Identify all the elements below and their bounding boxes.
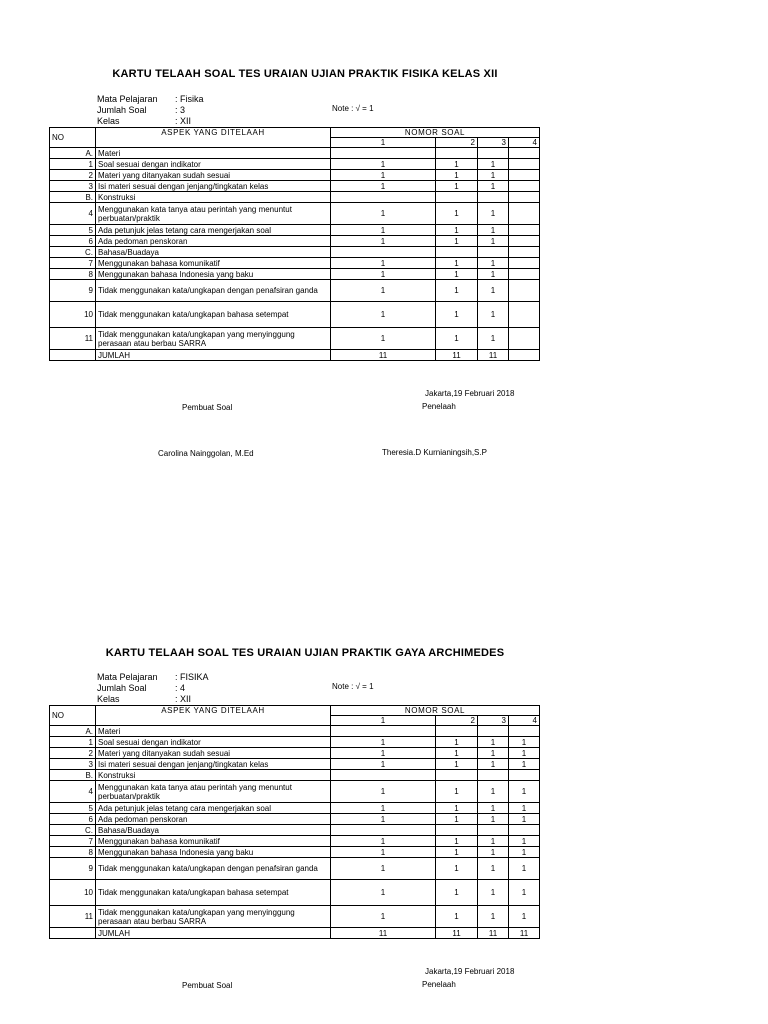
row-score-2 <box>436 726 478 737</box>
table-row <box>50 350 540 361</box>
row-score-1 <box>331 825 436 836</box>
table-row <box>50 258 540 269</box>
row-score-4 <box>509 170 540 181</box>
row-score-1: 1 <box>331 203 436 225</box>
row-number: 5 <box>50 803 96 814</box>
card-meta <box>97 672 209 705</box>
row-aspect: Menggunakan bahasa komunikatif <box>96 258 331 269</box>
row-score-4 <box>509 159 540 170</box>
meta-value-count: : 3 <box>175 105 186 115</box>
row-score-3: 1 <box>478 858 509 880</box>
row-number: 6 <box>50 236 96 247</box>
row-aspect: Materi yang ditanyakan sudah sesuai <box>96 748 331 759</box>
card-title: KARTU TELAAH SOAL TES URAIAN UJIAN PRAKTIK FISIKA KELAS XII <box>112 68 498 80</box>
row-score-1 <box>331 770 436 781</box>
row-aspect: Menggunakan bahasa Indonesia yang baku <box>96 269 331 280</box>
row-score-2: 1 <box>436 236 478 247</box>
row-score-2: 1 <box>436 203 478 225</box>
row-score-4: 1 <box>509 906 540 928</box>
review-table <box>49 127 540 361</box>
table-row <box>50 748 540 759</box>
header-col-3: 3 <box>478 138 509 148</box>
row-number: 8 <box>50 847 96 858</box>
row-number: 7 <box>50 258 96 269</box>
row-number: B. <box>50 770 96 781</box>
row-score-1: 1 <box>331 302 436 328</box>
row-number: 9 <box>50 858 96 880</box>
row-aspect: Tidak menggunakan kata/ungkapan yang menyinggung perasaan atau berbau SARRA <box>96 328 331 350</box>
row-score-2 <box>436 825 478 836</box>
row-score-3: 1 <box>478 328 509 350</box>
table-row <box>50 192 540 203</box>
row-score-2 <box>436 192 478 203</box>
row-score-2: 1 <box>436 814 478 825</box>
row-score-4: 1 <box>509 814 540 825</box>
row-score-3: 1 <box>478 737 509 748</box>
row-aspect: Tidak menggunakan kata/ungkapan bahasa setempat <box>96 880 331 906</box>
header-col-2: 2 <box>436 138 478 148</box>
row-score-2: 1 <box>436 748 478 759</box>
card-meta <box>97 94 204 127</box>
header-col-1: 1 <box>331 138 436 148</box>
note-text: Note : √ = 1 <box>332 682 374 691</box>
table-row <box>50 203 540 225</box>
row-score-3: 1 <box>478 181 509 192</box>
row-aspect: Bahasa/Buadaya <box>96 825 331 836</box>
table-row <box>50 781 540 803</box>
row-score-2: 1 <box>436 258 478 269</box>
row-aspect: Isi materi sesuai dengan jenjang/tingkatan kelas <box>96 759 331 770</box>
row-score-1: 1 <box>331 781 436 803</box>
row-score-2: 1 <box>436 170 478 181</box>
review-table <box>49 705 540 939</box>
place-date: Jakarta,19 Februari 2018 <box>425 389 515 398</box>
meta-label-count: Jumlah Soal <box>97 105 147 115</box>
row-aspect: Materi yang ditanyakan sudah sesuai <box>96 170 331 181</box>
header-nomor-soal: NOMOR SOAL <box>331 128 540 138</box>
header-row <box>50 706 540 716</box>
header-col-1: 1 <box>331 716 436 726</box>
header-col-3: 3 <box>478 716 509 726</box>
row-score-1: 1 <box>331 269 436 280</box>
row-score-3: 1 <box>478 781 509 803</box>
header-row <box>50 128 540 138</box>
header-col-4: 4 <box>509 716 540 726</box>
table-row <box>50 280 540 302</box>
reviewer-label: Penelaah <box>422 980 456 989</box>
row-number: 9 <box>50 280 96 302</box>
row-score-3 <box>478 247 509 258</box>
row-aspect: Menggunakan bahasa komunikatif <box>96 836 331 847</box>
row-score-1: 1 <box>331 836 436 847</box>
header-aspek: ASPEK YANG DITELAAH <box>96 128 331 148</box>
meta-value-class: : XII <box>175 694 192 704</box>
row-score-2: 1 <box>436 302 478 328</box>
row-score-4 <box>509 236 540 247</box>
row-score-1: 11 <box>331 350 436 361</box>
meta-value-class: : XII <box>175 116 192 126</box>
row-score-1 <box>331 247 436 258</box>
row-score-3 <box>478 825 509 836</box>
header-aspek: ASPEK YANG DITELAAH <box>96 706 331 726</box>
row-score-4: 1 <box>509 748 540 759</box>
header-no: NO <box>50 128 96 148</box>
row-aspect: Ada petunjuk jelas tetang cara mengerjakan soal <box>96 803 331 814</box>
meta-value-subject: : FISIKA <box>175 672 209 682</box>
row-number: 10 <box>50 302 96 328</box>
row-score-4 <box>509 192 540 203</box>
row-aspect: Menggunakan kata tanya atau perintah yang menuntut perbuatan/praktik <box>96 781 331 803</box>
table-row <box>50 236 540 247</box>
row-score-2: 1 <box>436 880 478 906</box>
row-score-2: 1 <box>436 836 478 847</box>
row-aspect: Menggunakan bahasa Indonesia yang baku <box>96 847 331 858</box>
table-row <box>50 737 540 748</box>
place-date: Jakarta,19 Februari 2018 <box>425 967 515 976</box>
row-score-1 <box>331 192 436 203</box>
row-score-3: 1 <box>478 302 509 328</box>
row-number: 11 <box>50 906 96 928</box>
row-aspect: Menggunakan kata tanya atau perintah yang menuntut perbuatan/praktik <box>96 203 331 225</box>
row-score-2: 11 <box>436 928 478 939</box>
row-score-3: 1 <box>478 847 509 858</box>
row-score-1: 1 <box>331 906 436 928</box>
table-row <box>50 814 540 825</box>
row-score-1: 1 <box>331 159 436 170</box>
row-score-1: 1 <box>331 847 436 858</box>
row-score-3: 1 <box>478 236 509 247</box>
row-score-2: 1 <box>436 328 478 350</box>
header-no: NO <box>50 706 96 726</box>
header-nomor-soal: NOMOR SOAL <box>331 706 540 716</box>
meta-value-subject: : Fisika <box>175 94 204 104</box>
table-row <box>50 148 540 159</box>
row-number: A. <box>50 726 96 737</box>
row-score-1: 1 <box>331 759 436 770</box>
row-score-1: 1 <box>331 803 436 814</box>
row-number: 8 <box>50 269 96 280</box>
row-score-3: 1 <box>478 258 509 269</box>
table-row <box>50 858 540 880</box>
row-score-2 <box>436 247 478 258</box>
row-score-3: 11 <box>478 350 509 361</box>
maker-name: Carolina Nainggolan, M.Ed <box>158 449 254 458</box>
meta-label-count: Jumlah Soal <box>97 683 147 693</box>
row-number: 1 <box>50 737 96 748</box>
row-score-3: 1 <box>478 269 509 280</box>
meta-label-subject: Mata Pelajaran <box>97 672 158 682</box>
table-row <box>50 328 540 350</box>
row-number: 6 <box>50 814 96 825</box>
row-aspect: JUMLAH <box>96 928 331 939</box>
row-number: 4 <box>50 203 96 225</box>
row-score-3: 1 <box>478 836 509 847</box>
row-score-4 <box>509 770 540 781</box>
maker-label: Pembuat Soal <box>182 403 233 412</box>
row-score-3: 1 <box>478 880 509 906</box>
row-score-3: 1 <box>478 814 509 825</box>
table-row <box>50 726 540 737</box>
table-row <box>50 825 540 836</box>
row-aspect: Tidak menggunakan kata/ungkapan dengan penafsiran ganda <box>96 280 331 302</box>
row-aspect: Tidak menggunakan kata/ungkapan yang menyinggung perasaan atau berbau SARRA <box>96 906 331 928</box>
row-score-4: 1 <box>509 803 540 814</box>
row-number: A. <box>50 148 96 159</box>
row-score-3: 1 <box>478 803 509 814</box>
row-score-4: 1 <box>509 858 540 880</box>
row-score-1: 1 <box>331 170 436 181</box>
row-number <box>50 350 96 361</box>
row-score-1: 1 <box>331 181 436 192</box>
row-aspect: Isi materi sesuai dengan jenjang/tingkatan kelas <box>96 181 331 192</box>
row-score-3: 1 <box>478 203 509 225</box>
meta-label-class: Kelas <box>97 116 120 126</box>
row-number <box>50 928 96 939</box>
row-score-3 <box>478 726 509 737</box>
row-score-3: 1 <box>478 280 509 302</box>
row-score-2: 1 <box>436 269 478 280</box>
table-row <box>50 225 540 236</box>
row-score-4: 1 <box>509 759 540 770</box>
row-score-4 <box>509 258 540 269</box>
row-score-1: 1 <box>331 858 436 880</box>
row-number: 5 <box>50 225 96 236</box>
row-score-4: 1 <box>509 836 540 847</box>
row-score-1 <box>331 726 436 737</box>
row-score-2: 1 <box>436 858 478 880</box>
table-row <box>50 803 540 814</box>
row-score-4: 1 <box>509 847 540 858</box>
row-score-2 <box>436 148 478 159</box>
row-aspect: Tidak menggunakan kata/ungkapan dengan penafsiran ganda <box>96 858 331 880</box>
row-score-4 <box>509 825 540 836</box>
row-number: B. <box>50 192 96 203</box>
table-row <box>50 928 540 939</box>
row-number: 1 <box>50 159 96 170</box>
row-score-4 <box>509 269 540 280</box>
row-score-4: 11 <box>509 928 540 939</box>
row-number: C. <box>50 825 96 836</box>
row-score-1: 1 <box>331 236 436 247</box>
row-score-4 <box>509 181 540 192</box>
row-score-4 <box>509 280 540 302</box>
row-score-4 <box>509 350 540 361</box>
row-score-3: 1 <box>478 906 509 928</box>
row-score-2: 1 <box>436 847 478 858</box>
row-aspect: Tidak menggunakan kata/ungkapan bahasa setempat <box>96 302 331 328</box>
row-score-2: 1 <box>436 225 478 236</box>
row-aspect: Konstruksi <box>96 770 331 781</box>
row-score-4 <box>509 726 540 737</box>
meta-label-class: Kelas <box>97 694 120 704</box>
row-score-3: 1 <box>478 225 509 236</box>
row-aspect: JUMLAH <box>96 350 331 361</box>
row-number: 4 <box>50 781 96 803</box>
table-row <box>50 906 540 928</box>
row-score-4: 1 <box>509 781 540 803</box>
row-score-2: 1 <box>436 759 478 770</box>
maker-label: Pembuat Soal <box>182 981 233 990</box>
row-score-4 <box>509 328 540 350</box>
row-score-1: 1 <box>331 328 436 350</box>
row-score-1 <box>331 148 436 159</box>
row-score-3: 1 <box>478 759 509 770</box>
row-score-4 <box>509 148 540 159</box>
row-aspect: Bahasa/Buadaya <box>96 247 331 258</box>
row-score-1: 1 <box>331 280 436 302</box>
row-score-1: 1 <box>331 737 436 748</box>
reviewer-label: Penelaah <box>422 402 456 411</box>
row-score-3: 11 <box>478 928 509 939</box>
row-aspect: Materi <box>96 148 331 159</box>
card-title: KARTU TELAAH SOAL TES URAIAN UJIAN PRAKTIK GAYA ARCHIMEDES <box>105 647 505 659</box>
row-score-3: 1 <box>478 748 509 759</box>
row-aspect: Ada pedoman penskoran <box>96 236 331 247</box>
row-score-3 <box>478 192 509 203</box>
row-aspect: Konstruksi <box>96 192 331 203</box>
row-score-1: 1 <box>331 880 436 906</box>
row-number: 2 <box>50 170 96 181</box>
table-row <box>50 770 540 781</box>
review-table-body <box>50 128 540 361</box>
table-row <box>50 170 540 181</box>
row-score-2: 1 <box>436 159 478 170</box>
row-score-4: 1 <box>509 737 540 748</box>
row-score-1: 11 <box>331 928 436 939</box>
row-aspect: Soal sesuai dengan indikator <box>96 159 331 170</box>
row-score-3: 1 <box>478 170 509 181</box>
row-score-2: 1 <box>436 737 478 748</box>
row-score-4 <box>509 247 540 258</box>
table-row <box>50 847 540 858</box>
table-row <box>50 836 540 847</box>
row-score-4 <box>509 302 540 328</box>
row-aspect: Soal sesuai dengan indikator <box>96 737 331 748</box>
table-row <box>50 269 540 280</box>
row-number: 3 <box>50 759 96 770</box>
row-score-2: 1 <box>436 280 478 302</box>
row-number: 2 <box>50 748 96 759</box>
row-score-2: 1 <box>436 781 478 803</box>
note-text: Note : √ = 1 <box>332 104 374 113</box>
table-row <box>50 759 540 770</box>
row-number: 10 <box>50 880 96 906</box>
row-score-1: 1 <box>331 814 436 825</box>
row-aspect: Materi <box>96 726 331 737</box>
row-score-4: 1 <box>509 880 540 906</box>
row-score-2: 1 <box>436 803 478 814</box>
meta-value-count: : 4 <box>175 683 186 693</box>
row-number: 7 <box>50 836 96 847</box>
review-table-body <box>50 706 540 939</box>
row-score-3: 1 <box>478 159 509 170</box>
table-row <box>50 302 540 328</box>
table-row <box>50 880 540 906</box>
reviewer-name: Theresia.D Kurnianingsih,S.P <box>382 448 487 457</box>
row-aspect: Ada pedoman penskoran <box>96 814 331 825</box>
row-score-1: 1 <box>331 258 436 269</box>
table-row <box>50 159 540 170</box>
row-number: 3 <box>50 181 96 192</box>
header-col-2: 2 <box>436 716 478 726</box>
row-score-3 <box>478 148 509 159</box>
table-row <box>50 181 540 192</box>
meta-label-subject: Mata Pelajaran <box>97 94 158 104</box>
row-score-4 <box>509 225 540 236</box>
row-score-3 <box>478 770 509 781</box>
row-score-4 <box>509 203 540 225</box>
row-number: C. <box>50 247 96 258</box>
row-score-1: 1 <box>331 748 436 759</box>
header-col-4: 4 <box>509 138 540 148</box>
row-number: 11 <box>50 328 96 350</box>
row-aspect: Ada petunjuk jelas tetang cara mengerjakan soal <box>96 225 331 236</box>
row-score-2 <box>436 770 478 781</box>
row-score-2: 1 <box>436 181 478 192</box>
row-score-2: 1 <box>436 906 478 928</box>
row-score-1: 1 <box>331 225 436 236</box>
table-row <box>50 247 540 258</box>
row-score-2: 11 <box>436 350 478 361</box>
